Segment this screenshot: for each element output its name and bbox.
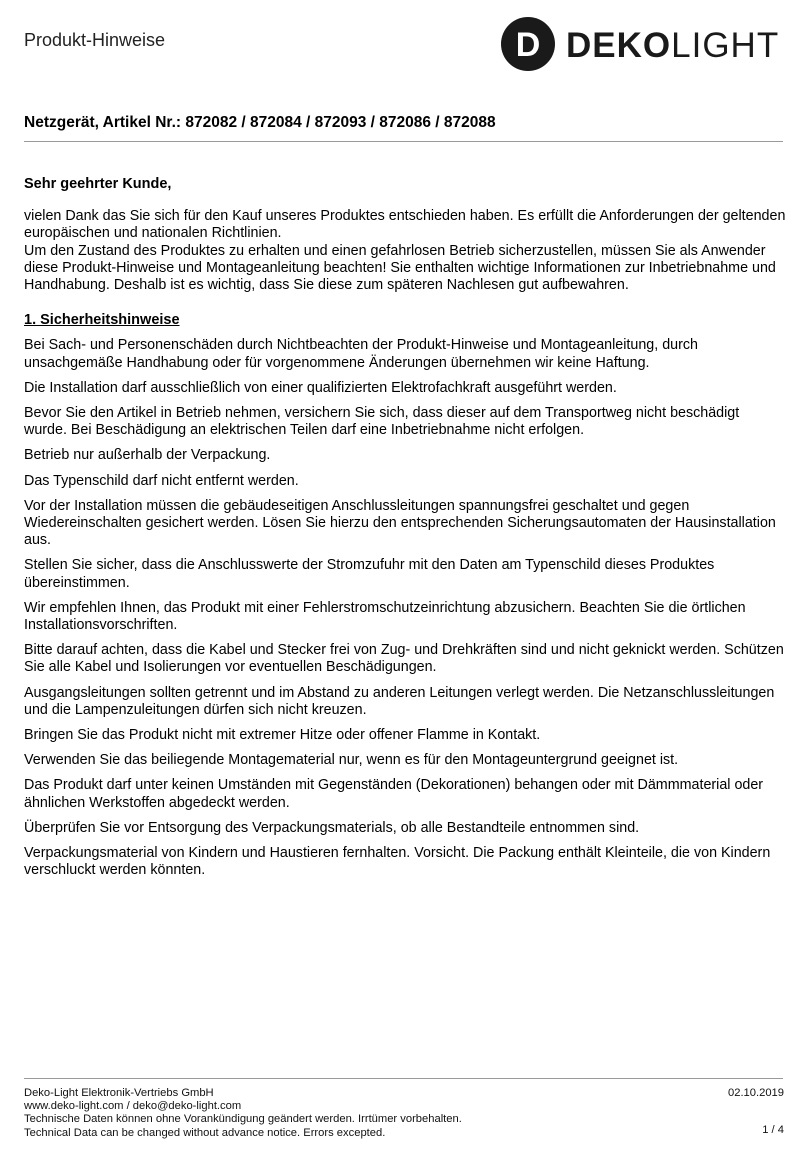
logo-mark: D xyxy=(515,26,541,64)
footer-date: 02.10.2019 xyxy=(728,1087,784,1099)
safety-paragraph: Ausgangsleitungen sollten getrennt und im Abstand zu anderen Leitungen verlegt werden. Die Netzanschlussleitungen und die Lampenzuleitungen dürfen sich nicht kreuzen. xyxy=(24,684,775,718)
logo-text-light: LIGHT xyxy=(671,26,780,65)
safety-paragraph: Bitte darauf achten, dass die Kabel und Stecker frei von Zug- und Drehkräften sind und nicht geknickt werden. Schützen Sie alle Kabel und Isolierungen vor eventuellen Beschädigungen. xyxy=(24,642,784,676)
safety-paragraph: Verpackungsmaterial von Kindern und Haustieren fernhalten. Vorsicht. Die Packung enthält Kleinteile, die von Kindern verschluckt werden könnten. xyxy=(24,845,771,879)
safety-paragraph: Stellen Sie sicher, dass die Anschlusswerte der Stromzufuhr mit den Daten am Typenschild dieses Produktes übereinstimmen. xyxy=(24,557,715,591)
document-body xyxy=(24,176,786,888)
safety-paragraph: Wir empfehlen Ihnen, das Produkt mit einer Fehlerstromschutzeinrichtung abzusichern. Beachten Sie die örtlichen Installationsvorschriften. xyxy=(24,599,746,634)
safety-paragraph: Die Installation darf ausschließlich von einer qualifizierten Elektrofachkraft ausgeführt werden. xyxy=(24,379,617,396)
dekolight-logo-icon xyxy=(500,16,790,72)
intro-paragraph: Um den Zustand des Produktes zu erhalten und einen gefahrlosen Betrieb sicherzustellen, müssen Sie als Anwender diese Produkt-Hinweise und Montageanleitung beachten! Sie enthalten wichtige Informationen zur Inbetriebnahme und Handhabung. Deshalb ist es wichtig, dass Sie diese zum späteren Nachlesen gut aufbewahren. xyxy=(24,242,776,294)
safety-paragraph: Das Produkt darf unter keinen Umständen mit Gegenständen (Dekorationen) behangen oder mit Dämmmaterial oder ähnlichen Werkstoffen abgedeckt werden. xyxy=(24,777,764,811)
article-title: Netzgerät, Artikel Nr.: 872082 / 872084 / 872093 / 872086 / 872088 xyxy=(24,114,496,131)
safety-paragraph: Vor der Installation müssen die gebäudeseitigen Anschlussleitungen spannungsfrei geschaltet und gegen Wiedereinschalten gesichert werden. Lösen Sie hierzu den entsprechenden Sicherungsautomaten der Hausinstallation aus. xyxy=(24,497,776,549)
svg-text:DEKOLIGHT xyxy=(566,26,779,65)
dekolight-logo xyxy=(500,16,790,72)
footer-company: Deko-Light Elektronik-Vertriebs GmbH xyxy=(24,1087,214,1099)
safety-paragraph: Das Typenschild darf nicht entfernt werden. xyxy=(24,472,299,489)
safety-paragraph: Bevor Sie den Artikel in Betrieb nehmen, versichern Sie sich, dass dieser auf dem Transportweg nicht beschädigt wurde. Bei Beschädigung an elektrischen Teilen darf eine Inbetriebnahme nicht erfolgen. xyxy=(24,405,740,439)
footer-divider xyxy=(24,1078,783,1079)
logo-text-bold: DEKO xyxy=(566,26,672,65)
section-heading-safety: 1. Sicherheitshinweise xyxy=(24,312,180,329)
page-header-title: Produkt-Hinweise xyxy=(24,30,166,50)
safety-paragraph: Überprüfen Sie vor Entsorgung des Verpackungsmaterials, ob alle Bestandteile entnommen sind. xyxy=(24,819,640,836)
safety-paragraph: Verwenden Sie das beiliegende Montagematerial nur, wenn es für den Montageuntergrund geeignet ist. xyxy=(24,752,679,769)
page-number: 1 / 4 xyxy=(762,1124,784,1136)
page-footer xyxy=(24,1087,784,1140)
footer-web-email: www.deko-light.com / deko@deko-light.com xyxy=(24,1100,242,1113)
safety-paragraph: Bei Sach- und Personenschäden durch Nichtbeachten der Produkt-Hinweise und Montageanleitung, durch unsachgemäße Handhabung oder für vorgenommene Änderungen übernehmen wir keine Haftung. xyxy=(24,337,698,371)
footer-disclaimer-en: Technical Data can be changed without advance notice. Errors excepted. xyxy=(24,1126,386,1139)
greeting: Sehr geehrter Kunde, xyxy=(24,176,172,192)
header-divider xyxy=(24,141,783,142)
safety-paragraph: Bringen Sie das Produkt nicht mit extremer Hitze oder offener Flamme in Kontakt. xyxy=(24,727,541,744)
intro-text xyxy=(24,208,786,294)
footer-disclaimer-de: Technische Daten können ohne Vorankündigung geändert werden. Irrtümer vorbehalten. xyxy=(24,1113,462,1126)
intro-paragraph: vielen Dank das Sie sich für den Kauf unseres Produktes entschieden haben. Es erfüllt die Anforderungen der geltenden europäischen und nationalen Richtlinien. xyxy=(24,208,786,242)
safety-paragraph: Betrieb nur außerhalb der Verpackung. xyxy=(24,447,271,464)
